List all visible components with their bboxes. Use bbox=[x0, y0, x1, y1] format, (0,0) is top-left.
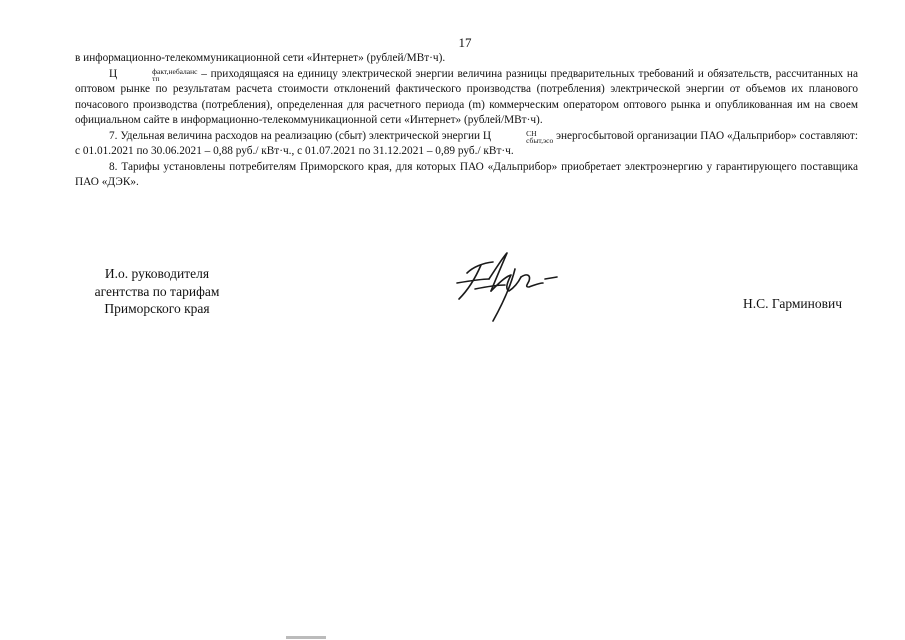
paragraph-7-end: энергосбытовой организации ПАО «Дальприбор» составляют: с 01.01.2021 по 30.06.2021 – 0,88 руб./ кВт·ч., с 01.07.2021 по 31.12.2021 – 0,89 руб./ кВт·ч. bbox=[75, 129, 858, 157]
formula-symbol-imbalance bbox=[109, 66, 198, 83]
scan-artifact bbox=[286, 636, 326, 639]
paragraph-8: 8. Тарифы установлены потребителям Приморского края, для которых ПАО «Дальприбор» приобретает электроэнергию у гарантирующего поставщика ПАО «ДЭК». bbox=[75, 160, 858, 188]
signer-title bbox=[82, 265, 232, 318]
formula-subscript: сбыт,эсо bbox=[526, 135, 554, 145]
formula-indices bbox=[118, 68, 197, 82]
paragraph-7-start: 7. Удельная величина расходов на реализацию (сбыт) электрической энергии bbox=[109, 129, 483, 142]
paragraph-definition-text: – приходящаяся на единицу электрической энергии величина разницы предварительных требований и обязательств, рассчитанных на оптовом рынке по результатам расчета стоимости отклонений фактического производства (потребления) электрической энергии от объемов их планового почасового производства (потребления), определенная для расчетного периода (m) коммерческим оператором оптового рынка и опубликованная им на своем официальном сайте в информационно-телекоммуникационной сети «Интернет» (рублей/МВт·ч). bbox=[75, 67, 858, 126]
formula-superscript: СН bbox=[526, 128, 537, 138]
signer-name: Н.С. Гарминович bbox=[743, 296, 843, 311]
document-body bbox=[75, 51, 858, 191]
paragraph-definition bbox=[75, 67, 858, 129]
formula-symbol-base: Ц bbox=[482, 129, 492, 142]
signer-title-line-3: Приморского края bbox=[104, 301, 210, 316]
formula-superscript: факт,небаланс bbox=[152, 66, 198, 76]
continuation-line: в информационно-телекоммуникационной сети «Интернет» (рублей/МВт·ч). bbox=[75, 52, 446, 64]
formula-indices bbox=[492, 130, 553, 144]
formula-symbol-sales-cost bbox=[482, 128, 554, 145]
handwritten-signature bbox=[445, 243, 575, 328]
signer-title-line-1: И.о. руководителя bbox=[104, 266, 210, 281]
formula-subscript: тп bbox=[152, 73, 160, 83]
paragraph-7 bbox=[75, 129, 858, 160]
signer-title-line-2: агентства по тарифам bbox=[94, 283, 220, 299]
formula-symbol-base: Ц bbox=[109, 67, 118, 80]
page-number: 17 bbox=[458, 35, 472, 50]
